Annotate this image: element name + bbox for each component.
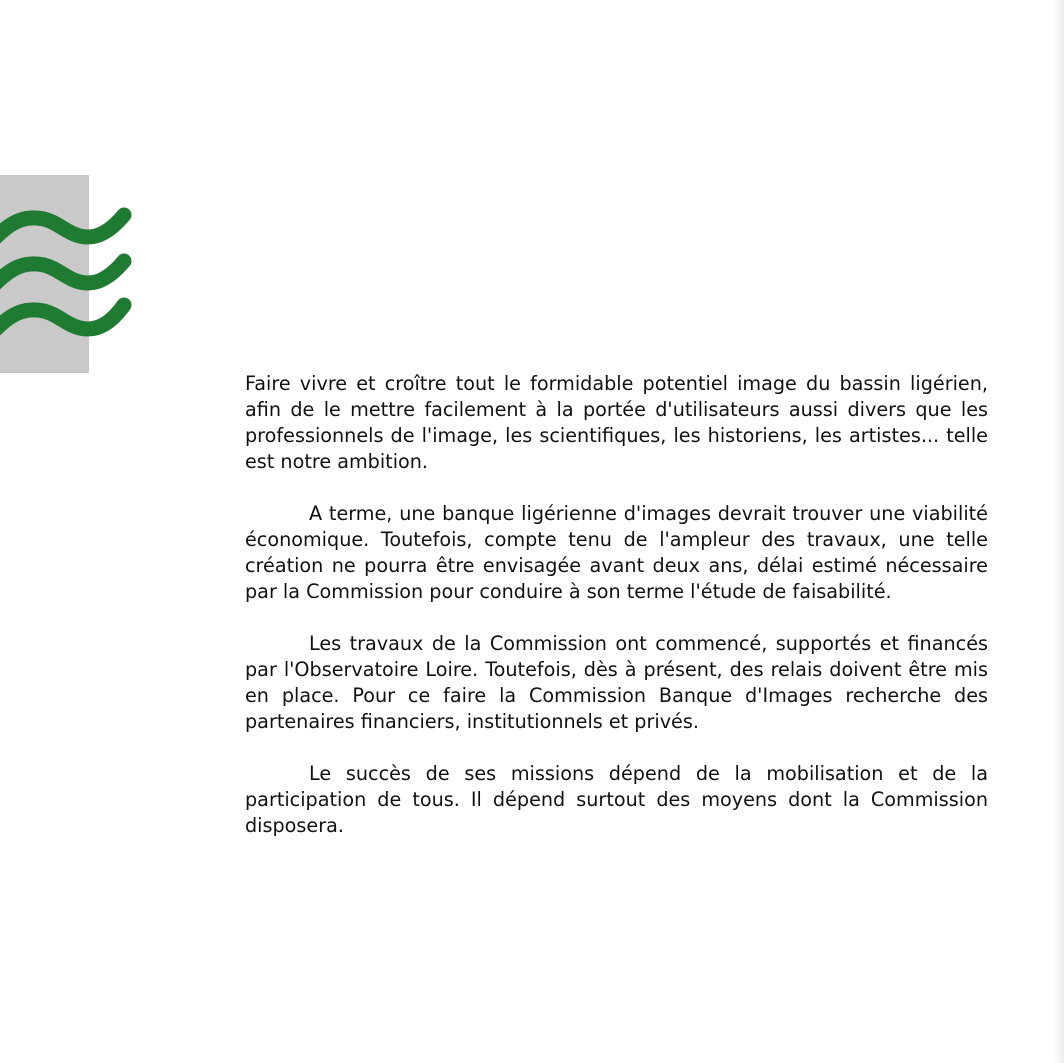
wave-line-1-icon [0,215,124,237]
wave-line-3-icon [0,305,124,329]
wave-line-2-icon [0,261,124,283]
body-text [245,371,988,865]
paragraph-intro: Faire vivre et croître tout le formidable potentiel image du bassin ligérien, afin de le mettre facilement à la portée d'utilisateurs aussi divers que les professionnels de l'image, les scientifiques, les historiens, les artistes... telle est notre ambition. [245,372,988,473]
page-edge [1054,0,1064,1063]
paragraph-funding: Les travaux de la Commission ont commencé, supportés et financés par l'Observatoire Loire. Toutefois, dès à présent, des relais doivent être mis en place. Pour ce faire la Commission Banque d'Images recherche des partenaires financiers, institutionnels et privés. [245,632,988,733]
paragraph-viability: A terme, une banque ligérienne d'images devrait trouver une viabilité économique. Toutefois, compte tenu de l'ampleur des travaux, une telle création ne pourra être envisagée avant deux ans, délai estimé nécessaire par la Commission pour conduire à son terme l'étude de faisabilité. [245,502,988,603]
paragraph-success: Le succès de ses missions dépend de la mobilisation et de la participation de tous. Il dépend surtout des moyens dont la Commission disposera. [245,762,988,837]
wave-logo-icon [0,175,140,373]
